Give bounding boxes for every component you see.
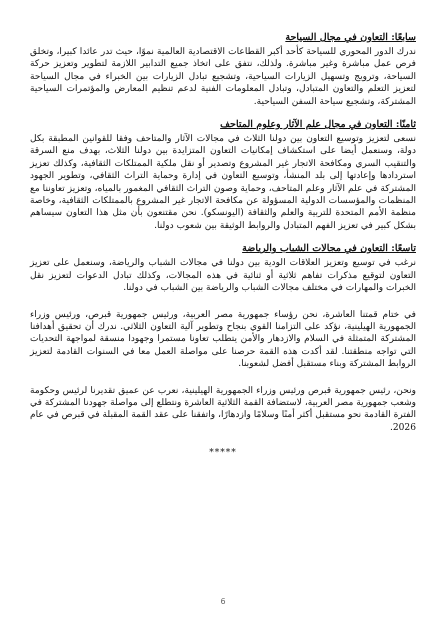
page-number: 6 — [220, 597, 226, 606]
section-paragraph: ندرك الدور المحوري للسياحة كأحد أكبر القطاعات الاقتصادية العالمية نموًا، حيث تدر عائدا كبيرا، وتخلق فرص عمل مباشرة وغير مباشرة. ولذلك، نتفق على اتخاذ جميع التدابير اللازمة لتطوير وتعزيز حركة السياحة، وترويج وتسهيل الزيارات السياحية، وتشجيع تبادل الزيارات بين الخبراء في مجال السياحة لتعزيز التعلم والتعاون المتبادل، وتبادل المعلومات الفنية لدعم تنظيم المعارض والمؤتمرات السياحية المشتركة، وتشجيع سياحة السفن السياحية. — [30, 47, 416, 107]
section-separator-stars: ***** — [209, 448, 237, 459]
closing-paragraph: ونحن، رئيس جمهورية قبرص ورئيس وزراء الجمهورية الهيلينية، نعرب عن عميق تقديرنا لرئيس وحكومة وشعب جمهورية مصر العربية، لاستضافة القمة الثلاثية العاشرة ونتطلع إلى مواصلة جهودنا المشتركة في الفترة القادمة نحو مستقبل أكثر أمنًا وسلامًا وازدهارًا، واتفقنا على عقد القمة المقبلة في قبرص في عام 2026. — [30, 385, 416, 433]
section-heading: ثامنًا: التعاون في مجال علم الآثار وعلوم المتاحف — [220, 119, 416, 131]
section-paragraph: نرغب في توسيع وتعزيز العلاقات الودية بين دولنا في مجالات الشباب والرياضة، وسنعمل على تعزيز التعاون لتوقيع مذكرات تفاهم ثلاثية أو ثنائية في هذه المجالات، وكذلك تبادل الدعوات لتعزيز نقل الخبرات والمهارات في مختلف مجالات الشباب والرياضة بين الشباب في دولنا. — [30, 258, 416, 294]
section-archaeology — [30, 119, 416, 232]
section-tourism — [30, 32, 416, 108]
section-heading: سابعًا: التعاون في مجال السياحة — [285, 32, 416, 43]
section-paragraph: نسعى لتعزيز وتوسيع التعاون بين دولنا الثلاث في مجالات الآثار والمتاحف وفقا للقوانين المطبقة بكل دولة، وسنعمل أيضا على استكشاف إمكانيات التعاون المتزايدة بين دولنا الثلاث، بهدف منع السرقة والتنقيب السري ومكافحة الاتجار غير المشروع وتصدير أو نقل ملكية الممتلكات الثقافية، وكذلك تعزيز استردادها وإعادتها إلى بلد المنشأ، وتوسيع التعاون في إدارة وحماية التراث الثقافي، وتطوير الجهود المشتركة في علم الآثار وعلم المتاحف، وحماية وصون التراث الثقافي المغمور بالمياه، وتعزيز تعاوننا مع المنظمات والمؤسسات الدولية المسؤولة عن مكافحة الاتجار غير المشروع بالممتلكات الثقافية، وخاصة منظمة الأمم المتحدة للتربية والعلم والثقافة (اليونسكو). نحن مقتنعون بأن مثل هذا التعاون سيساهم بشكل كبير في تعزيز الفهم المتبادل والروابط الوثيقة بين شعوب دولنا. — [30, 134, 416, 231]
closing-paragraph: في ختام قمتنا العاشرة، نحن رؤساء جمهورية مصر العربية، ورئيس جمهورية قبرص، ورئيس وزراء الجمهورية الهيلينية، نؤكد على التزامنا القوي بنجاح وتطوير آلية التعاون الثلاثي. ندرك أن تحقيق أهدافنا المشتركة المتمثلة في السلام والازدهار والأمن يتطلب تعاونا مستمرا وجهودا منسقة لمواجهة التحديات التي تواجه منطقتنا. لقد أكدت هذه القمة حرصنا على مواصلة العمل معا في السنوات القادمة لتعزيز الروابط المشتركة وبناء مستقبل أفضل لشعوبنا. — [30, 309, 416, 370]
section-youth-sports — [30, 243, 416, 294]
section-heading: تاسعًا: التعاون في مجالات الشباب والرياضة — [242, 243, 416, 255]
